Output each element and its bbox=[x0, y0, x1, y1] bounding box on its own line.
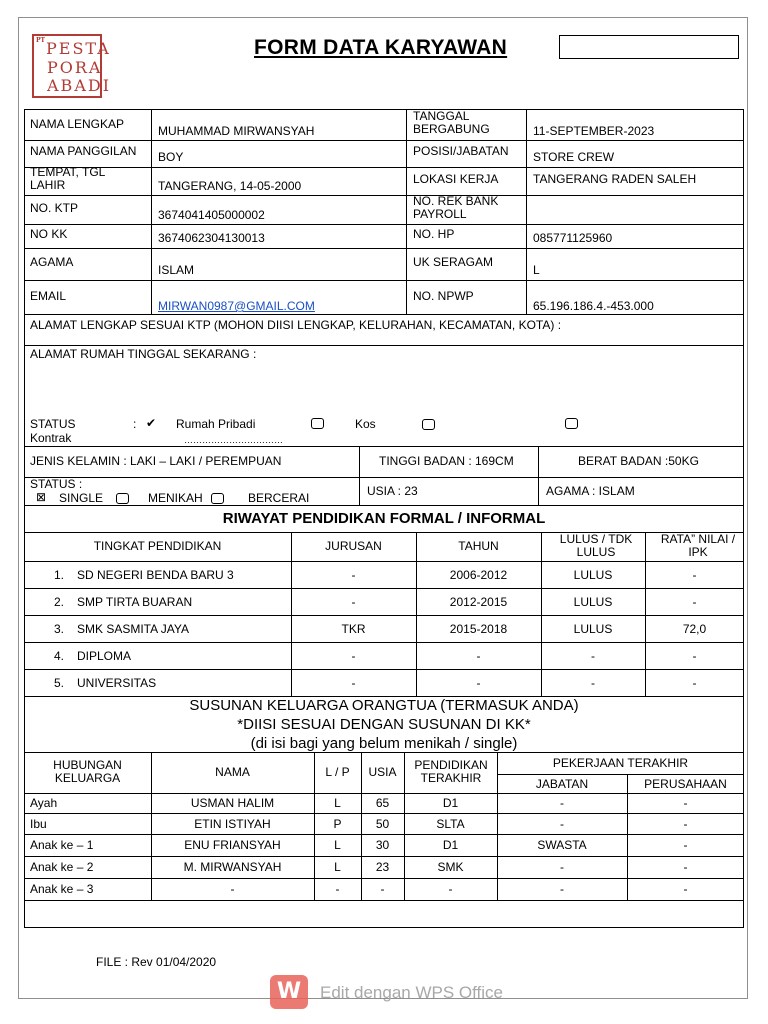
fam-hubungan: Anak ke – 3 bbox=[30, 882, 94, 896]
edu-tahun[interactable]: - bbox=[476, 676, 481, 690]
edu-jurusan[interactable]: TKR bbox=[341, 622, 366, 636]
edu-jurusan[interactable]: - bbox=[351, 676, 356, 690]
education-title: RIWAYAT PENDIDIKAN FORMAL / INFORMAL bbox=[222, 510, 546, 527]
edu-name[interactable]: DIPLOMA bbox=[77, 649, 132, 663]
edu-ipk[interactable]: 72,0 bbox=[682, 622, 707, 636]
edu-jurusan[interactable]: - bbox=[351, 568, 356, 582]
option-menikah[interactable]: MENIKAH bbox=[148, 491, 203, 505]
fam-lp[interactable]: - bbox=[335, 882, 340, 896]
label-agama: AGAMA bbox=[30, 255, 74, 269]
checkbox-menikah[interactable] bbox=[211, 493, 224, 504]
fam-pendidikan[interactable]: SMK bbox=[437, 860, 464, 874]
fam-hubungan: Anak ke – 2 bbox=[30, 860, 94, 874]
value-posisi[interactable]: STORE CREW bbox=[533, 150, 615, 164]
edu-jurusan[interactable]: - bbox=[351, 649, 356, 663]
edu-header-jurusan: JURUSAN bbox=[325, 539, 382, 553]
edu-lulus[interactable]: LULUS bbox=[573, 568, 613, 582]
edu-ipk[interactable]: - bbox=[692, 595, 697, 609]
wps-edit-banner[interactable] bbox=[270, 975, 530, 1011]
value-ktp[interactable]: 3674041405000002 bbox=[158, 208, 265, 222]
checked-box-icon: ⊠ bbox=[36, 490, 47, 504]
fam-usia[interactable]: 65 bbox=[375, 796, 390, 810]
family-header-usia: USIA bbox=[368, 765, 397, 779]
checkbox-single[interactable] bbox=[116, 493, 129, 504]
wps-edit-text[interactable]: Edit dengan WPS Office bbox=[320, 983, 504, 1002]
fam-perusahaan[interactable]: - bbox=[683, 882, 688, 896]
edu-tahun[interactable]: - bbox=[476, 649, 481, 663]
family-header-lp: L / P bbox=[325, 765, 350, 779]
value-kk[interactable]: 3674062304130013 bbox=[158, 231, 265, 245]
family-header-nama: NAMA bbox=[215, 765, 250, 779]
label-alamat-rumah: ALAMAT RUMAH TINGGAL SEKARANG : bbox=[30, 347, 257, 361]
edu-tahun[interactable]: 2015-2018 bbox=[449, 622, 508, 636]
edu-header-tahun: TAHUN bbox=[458, 539, 499, 553]
fam-perusahaan[interactable]: - bbox=[683, 817, 688, 831]
label-status: STATUS : bbox=[30, 477, 83, 491]
tinggi-badan: TINGGI BADAN : 169CM bbox=[379, 454, 514, 468]
value-tgl-bergabung[interactable]: 11-SEPTEMBER-2023 bbox=[533, 124, 655, 138]
edu-tahun[interactable]: 2012-2015 bbox=[449, 595, 508, 609]
checkbox-kos[interactable] bbox=[422, 419, 435, 430]
value-nama-panggilan[interactable]: BOY bbox=[158, 150, 184, 164]
family-header-perusahaan: PERUSAHAAN bbox=[644, 777, 727, 791]
edu-ipk[interactable]: - bbox=[692, 649, 697, 663]
logo-pt: PT bbox=[36, 37, 45, 44]
edu-name[interactable]: UNIVERSITAS bbox=[77, 676, 157, 690]
family-header-pendidikan: PENDIDIKAN TERAKHIR bbox=[414, 758, 488, 785]
form-title: FORM DATA KARYAWAN bbox=[254, 36, 508, 59]
edu-no: 1. bbox=[54, 568, 65, 582]
label-email: EMAIL bbox=[30, 289, 67, 303]
edu-name[interactable]: SMK SASMITA JAYA bbox=[77, 622, 190, 636]
edu-lulus[interactable]: - bbox=[591, 649, 595, 663]
title-box[interactable] bbox=[559, 35, 739, 59]
fam-perusahaan[interactable]: - bbox=[683, 796, 688, 810]
value-seragam[interactable]: L bbox=[533, 263, 540, 277]
label-nama-panggilan: NAMA PANGGILAN bbox=[30, 144, 137, 158]
label-kk: NO KK bbox=[30, 227, 68, 241]
label-posisi: POSISI/JABATAN bbox=[413, 144, 509, 158]
fam-jabatan[interactable]: - bbox=[560, 860, 564, 874]
fam-jabatan[interactable]: - bbox=[560, 882, 564, 896]
label-lokasi: LOKASI KERJA bbox=[413, 172, 499, 186]
family-header-jabatan: JABATAN bbox=[535, 777, 589, 791]
agama-2: AGAMA : ISLAM bbox=[546, 484, 635, 498]
fam-pendidikan[interactable]: D1 bbox=[442, 838, 459, 852]
usia: USIA : 23 bbox=[367, 484, 418, 498]
option-rumah-pribadi[interactable]: Rumah Pribadi bbox=[176, 417, 256, 431]
fam-jabatan[interactable]: - bbox=[560, 796, 564, 810]
fam-usia[interactable]: 30 bbox=[375, 838, 390, 852]
label-alamat-ktp: ALAMAT LENGKAP SESUAI KTP (MOHON DIISI LENGKAP, KELURAHAN, KECAMATAN, KOTA) : bbox=[30, 318, 562, 332]
edu-lulus[interactable]: LULUS bbox=[573, 622, 613, 636]
status-rumah-colon: : bbox=[133, 417, 137, 431]
value-ttl[interactable]: TANGERANG, 14-05-2000 bbox=[158, 179, 302, 193]
option-kos[interactable]: Kos bbox=[355, 417, 376, 431]
edu-lulus[interactable]: - bbox=[591, 676, 595, 690]
fam-nama[interactable]: M. MIRWANSYAH bbox=[183, 860, 282, 874]
company-logo bbox=[32, 34, 112, 98]
fam-nama[interactable]: ETIN ISTIYAH bbox=[194, 817, 271, 831]
logo-line-1: PESTA bbox=[46, 39, 111, 58]
fam-perusahaan[interactable]: - bbox=[683, 860, 688, 874]
label-ttl: TEMPAT, TGL LAHIR bbox=[30, 165, 105, 192]
dotted-line: …………………………… bbox=[184, 435, 283, 445]
fam-jabatan[interactable]: SWASTA bbox=[537, 838, 587, 852]
value-hp[interactable]: 085771125960 bbox=[533, 231, 613, 245]
option-kontrak[interactable]: Kontrak bbox=[30, 431, 72, 445]
edu-header-lulus: LULUS / TDK LULUS bbox=[559, 532, 633, 559]
fam-nama[interactable]: ENU FRIANSYAH bbox=[184, 838, 281, 852]
edu-no: 5. bbox=[54, 676, 65, 690]
value-agama[interactable]: ISLAM bbox=[158, 263, 195, 277]
edu-ipk[interactable]: - bbox=[692, 568, 697, 582]
edu-lulus[interactable]: LULUS bbox=[573, 595, 613, 609]
family-title-2: *DIISI SESUAI DENGAN SUSUNAN DI KK* bbox=[237, 716, 531, 733]
family-title-1: SUSUNAN KELUARGA ORANGTUA (TERMASUK ANDA) bbox=[189, 697, 579, 714]
label-status-rumah: STATUS bbox=[30, 417, 76, 431]
jenis-kelamin: JENIS KELAMIN : LAKI – LAKI / PEREMPUAN bbox=[30, 454, 282, 468]
value-lokasi[interactable]: TANGERANG RADEN SALEH bbox=[533, 172, 697, 186]
fam-hubungan: Ayah bbox=[30, 796, 58, 810]
logo-line-3: ABADI bbox=[47, 76, 112, 95]
fam-pendidikan[interactable]: - bbox=[448, 882, 453, 896]
edu-name[interactable]: SD NEGERI BENDA BARU 3 bbox=[77, 568, 234, 582]
fam-pendidikan[interactable]: D1 bbox=[442, 796, 459, 810]
value-email[interactable]: MIRWAN0987@GMAIL.COM bbox=[158, 299, 315, 313]
edu-no: 4. bbox=[54, 649, 65, 663]
edu-header-ipk: RATA” NILAI / IPK bbox=[660, 532, 736, 559]
fam-jabatan[interactable]: - bbox=[560, 817, 564, 831]
fam-lp[interactable]: L bbox=[334, 860, 341, 874]
fam-usia[interactable]: 23 bbox=[375, 860, 390, 874]
edu-jurusan[interactable]: - bbox=[351, 595, 356, 609]
option-bercerai[interactable]: BERCERAI bbox=[248, 491, 310, 505]
label-hp: NO. HP bbox=[413, 227, 455, 241]
fam-nama[interactable]: USMAN HALIM bbox=[190, 796, 275, 810]
label-seragam: UK SERAGAM bbox=[413, 255, 494, 269]
family-header-hubungan: HUBUNGAN KELUARGA bbox=[53, 758, 122, 785]
value-npwp[interactable]: 65.196.186.4.-453.000 bbox=[533, 299, 654, 313]
checkbox-kontrak[interactable] bbox=[565, 418, 578, 429]
fam-pendidikan[interactable]: SLTA bbox=[436, 817, 465, 831]
fam-nama[interactable]: - bbox=[230, 882, 235, 896]
fam-usia[interactable]: 50 bbox=[375, 817, 390, 831]
fam-hubungan: Anak ke – 1 bbox=[30, 838, 94, 852]
edu-no: 3. bbox=[54, 622, 65, 636]
logo-line-2: PORA bbox=[47, 58, 103, 77]
label-tgl-bergabung: TANGGAL BERGABUNG bbox=[413, 109, 490, 136]
label-rek: NO. REK BANK PAYROLL bbox=[413, 194, 499, 221]
edu-header-tingkat: TINGKAT PENDIDIKAN bbox=[93, 539, 222, 553]
label-npwp: NO. NPWP bbox=[413, 289, 474, 303]
berat-badan: BERAT BADAN :50KG bbox=[578, 454, 699, 468]
fam-perusahaan[interactable]: - bbox=[683, 838, 688, 852]
edu-name[interactable]: SMP TIRTA BUARAN bbox=[77, 595, 193, 609]
fam-lp[interactable]: L bbox=[334, 838, 341, 852]
fam-usia[interactable]: - bbox=[380, 882, 385, 896]
file-revision: FILE : Rev 01/04/2020 bbox=[96, 955, 217, 969]
fam-hubungan: Ibu bbox=[30, 817, 47, 831]
fam-lp[interactable]: L bbox=[334, 796, 341, 810]
family-header-pekerjaan: PEKERJAAN TERAKHIR bbox=[552, 756, 689, 770]
fam-lp[interactable]: P bbox=[333, 817, 342, 831]
label-ktp: NO. KTP bbox=[30, 201, 79, 215]
family-title-3: (di isi bagi yang belum menikah / single) bbox=[250, 735, 518, 752]
label-nama-lengkap: NAMA LENGKAP bbox=[30, 117, 125, 131]
option-single[interactable]: SINGLE bbox=[59, 491, 104, 505]
edu-tahun[interactable]: 2006-2012 bbox=[449, 568, 508, 582]
check-icon: ✔ bbox=[146, 416, 157, 430]
edu-no: 2. bbox=[54, 595, 65, 609]
wps-logo-icon: W bbox=[270, 975, 308, 1009]
value-nama-lengkap[interactable]: MUHAMMAD MIRWANSYAH bbox=[158, 124, 315, 138]
edu-ipk[interactable]: - bbox=[692, 676, 697, 690]
checkbox-rumah-pribadi[interactable] bbox=[311, 418, 324, 429]
